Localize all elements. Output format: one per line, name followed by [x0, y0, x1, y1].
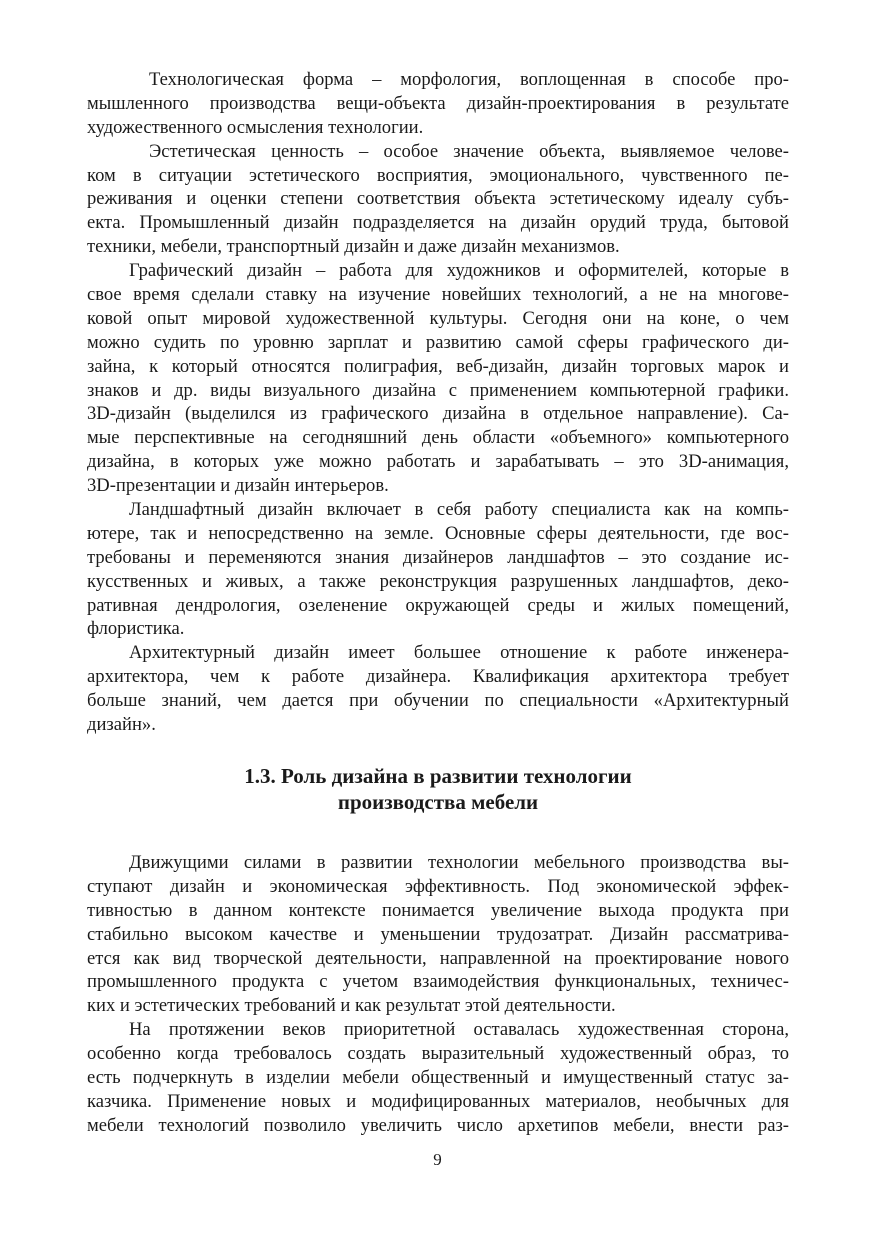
text-line: техники, мебели, транспортный дизайн и даже дизайн механизмов. — [87, 236, 620, 258]
text-line: знаков и др. виды визуального дизайна с применением компьютерной графики. — [87, 379, 789, 401]
text-line: мые перспективные на сегодняшний день области «объемного» компьютерного — [87, 427, 789, 449]
text-line: Графический дизайн – работа для художников и оформителей, которые в — [129, 260, 789, 282]
text-line: мебели технологий позволило увеличить число архетипов мебели, внести раз- — [87, 1114, 789, 1136]
text-line: свое время сделали ставку на изучение новейших технологий, а не на многове- — [87, 284, 789, 306]
section-heading-line-2: производства мебели — [337, 789, 539, 814]
text-line: Технологическая форма – морфология, воплощенная в способе про- — [149, 69, 789, 90]
text-line: Эстетическая ценность – особое значение объекта, выявляемое челове- — [149, 140, 789, 162]
text-line: кусственных и живых, а также реконструкция разрушенных ландшафтов, деко- — [87, 570, 789, 592]
text-line: ративная дендрология, озеленение окружающей среды и жилых помещений, — [87, 594, 789, 616]
text-line: реживания и оценки степени соответствия объекта эстетическому идеалу субъ- — [87, 188, 789, 210]
page-number: 9 — [433, 1150, 442, 1169]
text-line: зайна, к который относятся полиграфия, веб-дизайн, дизайн торговых марок и — [87, 355, 789, 377]
text-line: ких и эстетических требований и как результат этой деятельности. — [87, 995, 616, 1017]
text-line: 3D-дизайн (выделился из графического дизайна в отдельное направление). Са- — [87, 403, 789, 425]
text-line: больше знаний, чем дается при обучении по специальности «Архитектурный — [87, 690, 789, 712]
text-line: На протяжении веков приоритетной оставалась художественная сторона, — [129, 1019, 789, 1041]
section-heading-line-1: 1.3. Роль дизайна в развитии технологии — [244, 763, 632, 788]
text-line: Ландшафтный дизайн включает в себя работу специалиста как на компь- — [129, 499, 789, 521]
text-line: особенно когда требовалось создать выразительный художественный образ, то — [87, 1043, 789, 1065]
text-line: флористика. — [87, 618, 185, 640]
text-line: требованы и переменяются знания дизайнеров ландшафтов – это создание ис- — [87, 546, 789, 568]
text-line: архитектора, чем к работе дизайнера. Квалификация архитектора требует — [87, 666, 789, 688]
text-line: екта. Промышленный дизайн подразделяется на дизайн орудий труда, бытовой — [87, 212, 789, 234]
text-line: Архитектурный дизайн имеет большее отношение к работе инженера- — [129, 642, 789, 664]
text-line: казчика. Применение новых и модифицированных материалов, необычных для — [87, 1090, 789, 1112]
text-line: 3D-презентации и дизайн интерьеров. — [87, 475, 389, 497]
text-line: тивностью в данном контексте понимается увеличение выхода продукта при — [87, 899, 789, 921]
text-line: стабильно высоком качестве и уменьшении трудозатрат. Дизайн рассматрива- — [87, 923, 789, 945]
text-line: ступают дизайн и экономическая эффективность. Под экономической эффек- — [87, 875, 789, 897]
text-line: ковой опыт мировой художественной культуры. Сегодня они на коне, о чем — [87, 307, 789, 329]
text-line: ютере, так и непосредственно на земле. Основные сферы деятельности, где вос- — [87, 522, 789, 544]
text-line: есть подчеркнуть в изделии мебели общественный и имущественный статус за- — [87, 1066, 789, 1088]
text-block-definitions — [87, 68, 789, 737]
text-line: промышленного продукта с учетом взаимодействия функциональных, техничес- — [87, 971, 789, 993]
text-line: ком в ситуации эстетического восприятия, эмоционального, чувственного пе- — [87, 164, 789, 186]
text-line: можно судить по уровню зарплат и развитию самой сферы графического ди- — [87, 331, 789, 353]
text-line: дизайна, в которых уже можно работать и зарабатывать – это 3D-анимация, — [87, 451, 789, 473]
text-line: мышленного производства вещи-объекта дизайн-проектирования в результате — [87, 92, 789, 114]
page-body — [87, 68, 789, 1138]
text-block-section — [87, 851, 789, 1138]
text-line: ется как вид творческой деятельности, направленной на проектирование нового — [87, 947, 789, 969]
text-line: художественного осмысления технологии. — [87, 116, 424, 138]
text-line: дизайн». — [87, 714, 156, 736]
section-heading — [87, 763, 789, 815]
text-line: Движущими силами в развитии технологии мебельного производства вы- — [129, 851, 789, 873]
